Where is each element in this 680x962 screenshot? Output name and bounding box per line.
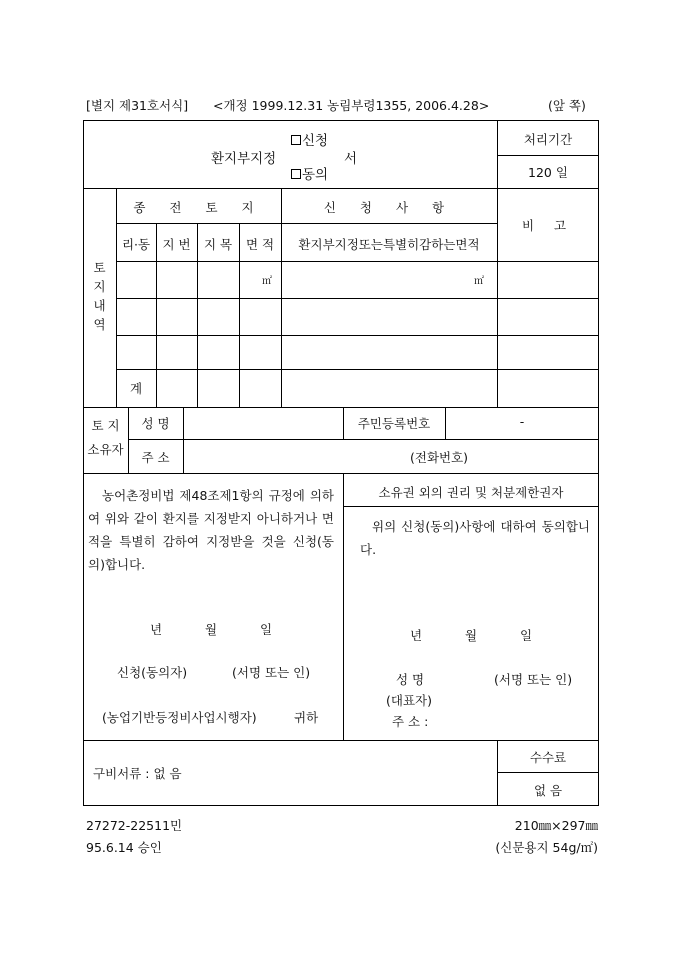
honorific: 귀하 — [294, 710, 319, 725]
right-name-label: 성 명 — [396, 672, 425, 687]
title-option-apply: 신청 — [291, 129, 328, 149]
right-address-label: 주 소 : — [392, 714, 429, 729]
col-applied-area: 환지부지정또는특별히감하는면적 — [298, 237, 480, 252]
resident-number-label: 주민등록번호 — [357, 416, 431, 431]
remarks-header: 비 고 — [521, 218, 575, 233]
resident-number-dash: - — [519, 414, 525, 429]
right-date-month: 월 — [465, 628, 478, 643]
title-suffix: 서 — [344, 151, 358, 167]
consent-statement: 위의 신청(동의)사항에 대하여 동의합니다. — [360, 519, 590, 557]
left-date-month: 월 — [205, 622, 218, 637]
revision-note: <개정 1999.12.31 농림부령1355, 2006.4.28> — [213, 98, 490, 113]
applicant-label: 신청(동의자) — [117, 665, 188, 680]
paper-size: 210㎜×297㎜ — [514, 818, 598, 833]
owner-address-label: 주 소 — [141, 450, 170, 465]
col-land-category: 지 목 — [203, 237, 233, 252]
application-header: 신 청 사 항 — [323, 200, 455, 215]
processing-period-label: 처리기간 — [523, 132, 573, 147]
representative-label: (대표자) — [386, 693, 432, 708]
owner-name-label: 성 명 — [141, 416, 170, 431]
col-area: 면 적 — [245, 237, 275, 252]
form-number: [별지 제31호서식] — [86, 98, 189, 113]
left-date-day: 일 — [260, 622, 273, 637]
processing-period-value: 120 일 — [528, 165, 568, 180]
title-option-consent: 동의 — [291, 163, 328, 183]
area-unit: ㎡ — [262, 276, 272, 287]
left-date-year: 년 — [150, 622, 163, 637]
left-signature-label: (서명 또는 인) — [232, 665, 311, 680]
right-date-day: 일 — [520, 628, 533, 643]
checkbox-icon — [291, 135, 301, 145]
right-date-year: 년 — [410, 628, 423, 643]
page-side: (앞 쪽) — [548, 98, 586, 113]
col-village: 리·동 — [121, 237, 151, 252]
col-lot-number: 지 번 — [162, 237, 191, 252]
land-details-label: 토 지 내 역 — [93, 260, 106, 332]
fee-label: 수수료 — [529, 750, 567, 765]
paper-type: (신문용지 54g/㎡) — [495, 840, 598, 855]
title-main: 환지부지정 — [211, 151, 277, 167]
applied-area-unit: ㎡ — [474, 276, 484, 287]
other-rights-holder-header: 소유권 외의 권리 및 처분제한권자 — [378, 485, 564, 500]
fee-value: 없 음 — [533, 783, 563, 798]
phone-label: (전화번호) — [410, 450, 469, 465]
approval-date: 95.6.14 승인 — [86, 840, 162, 855]
checkbox-icon — [291, 169, 301, 179]
required-documents: 구비서류 : 없 음 — [93, 766, 182, 781]
form-code: 27272-22511민 — [86, 818, 183, 833]
total-label: 계 — [129, 381, 143, 396]
owner-label: 토 지 소유자 — [87, 418, 124, 457]
application-statement: 농어촌정비법 제48조제1항의 규정에 의하여 위와 같이 환지를 지정받지 아니하거나 면적을 특별히 감하여 지정받을 것을 신청(동의)합니다. — [88, 488, 334, 572]
previous-land-header: 종 전 토 지 — [133, 200, 264, 215]
recipient: (농업기반등정비사업시행자) — [102, 710, 257, 725]
right-signature-label: (서명 또는 인) — [494, 672, 573, 687]
